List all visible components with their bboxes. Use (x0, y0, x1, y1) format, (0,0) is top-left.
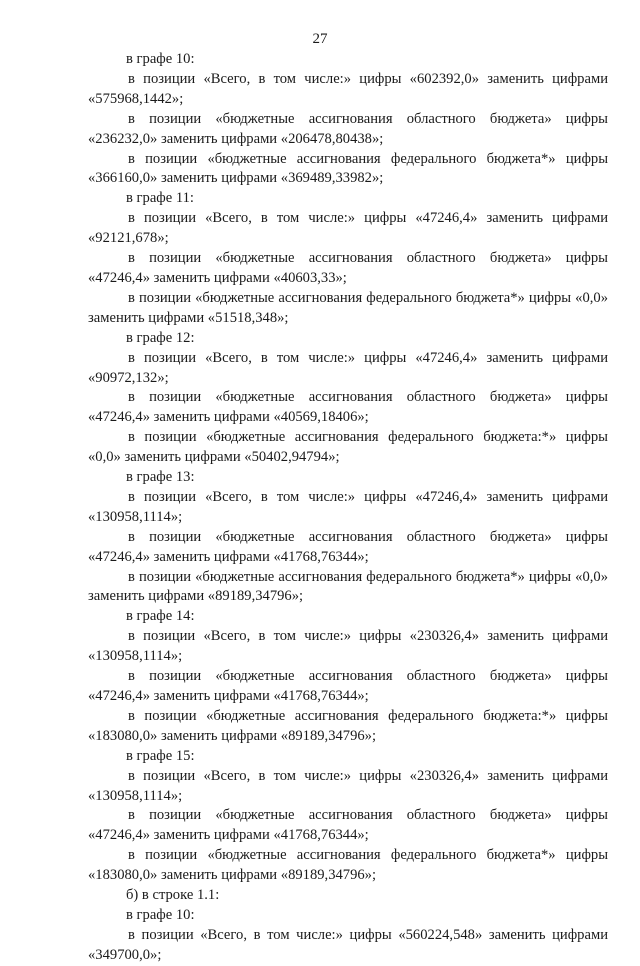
amendment-paragraph: в позиции «Всего, в том числе:» цифры «230326,4» заменить цифрами «130958,1114»; (88, 767, 608, 804)
amendment-paragraph: в позиции «Всего, в том числе:» цифры «47246,4» заменить цифрами «92121,678»; (88, 210, 608, 247)
amendment-paragraph: в позиции «бюджетные ассигнования федерального бюджета*» цифры «183080,0» заменить цифрами «89189,34796»; (88, 847, 608, 884)
amendment-paragraph: в позиции «бюджетные ассигнования областного бюджета» цифры «236232,0» заменить цифрами «206478,80438»; (88, 110, 608, 147)
amendment-paragraph: в позиции «бюджетные ассигнования федерального бюджета:*» цифры «0,0» заменить цифрами «50402,94794»; (88, 429, 608, 466)
amendment-paragraph: в позиции «бюджетные ассигнования федерального бюджета*» цифры «0,0» заменить цифрами «51518,348»; (88, 289, 608, 326)
amendment-paragraph: в позиции «Всего, в том числе:» цифры «560224,548» заменить цифрами «349700,0»; (88, 926, 608, 963)
amendment-paragraph: в позиции «бюджетные ассигнования федерального бюджета*» цифры «366160,0» заменить цифрами «369489,33982»; (88, 150, 608, 187)
amendment-paragraph: в позиции «бюджетные ассигнования областного бюджета» цифры «47246,4» заменить цифрами «40603,33»; (88, 250, 608, 286)
row-heading: б) в строке 1.1: (126, 887, 220, 904)
column-heading: в графе 13: (126, 469, 195, 486)
amendment-paragraph: в позиции «бюджетные ассигнования областного бюджета» цифры «47246,4» заменить цифрами «40569,18406»; (88, 389, 608, 426)
column-heading: в графе 12: (126, 329, 195, 346)
column-heading: в графе 11: (126, 190, 194, 207)
page-number: 27 (312, 31, 328, 47)
amendment-paragraph: в позиции «бюджетные ассигнования областного бюджета» цифры «47246,4» заменить цифрами «41768,76344»; (88, 668, 608, 704)
amendment-paragraph: в позиции «бюджетные ассигнования областного бюджета» цифры «47246,4» заменить цифрами «41768,76344»; (88, 807, 608, 844)
column-heading: в графе 10: (126, 906, 195, 923)
amendment-paragraph: в позиции «Всего, в том числе:» цифры «47246,4» заменить цифрами «90972,132»; (88, 349, 608, 386)
amendment-paragraph: в позиции «бюджетные ассигнования федерального бюджета*» цифры «0,0» заменить цифрами «89189,34796»; (88, 568, 608, 605)
amendment-paragraph: в позиции «бюджетные ассигнования федерального бюджета:*» цифры «183080,0» заменить цифрами «89189,34796»; (88, 707, 608, 744)
document-body (88, 50, 608, 966)
column-heading: в графе 10: (126, 51, 195, 67)
column-heading: в графе 14: (126, 608, 195, 625)
amendment-paragraph: в позиции «Всего, в том числе:» цифры «602392,0» заменить цифрами «575968,1442»; (88, 70, 608, 107)
amendment-paragraph: в позиции «Всего, в том числе:» цифры «47246,4» заменить цифрами «130958,1114»; (88, 488, 608, 525)
amendment-paragraph: в позиции «Всего, в том числе:» цифры «230326,4» заменить цифрами «130958,1114»; (88, 628, 608, 665)
column-heading: в графе 15: (126, 747, 195, 764)
amendment-paragraph: в позиции «бюджетные ассигнования областного бюджета» цифры «47246,4» заменить цифрами «41768,76344»; (88, 528, 608, 565)
